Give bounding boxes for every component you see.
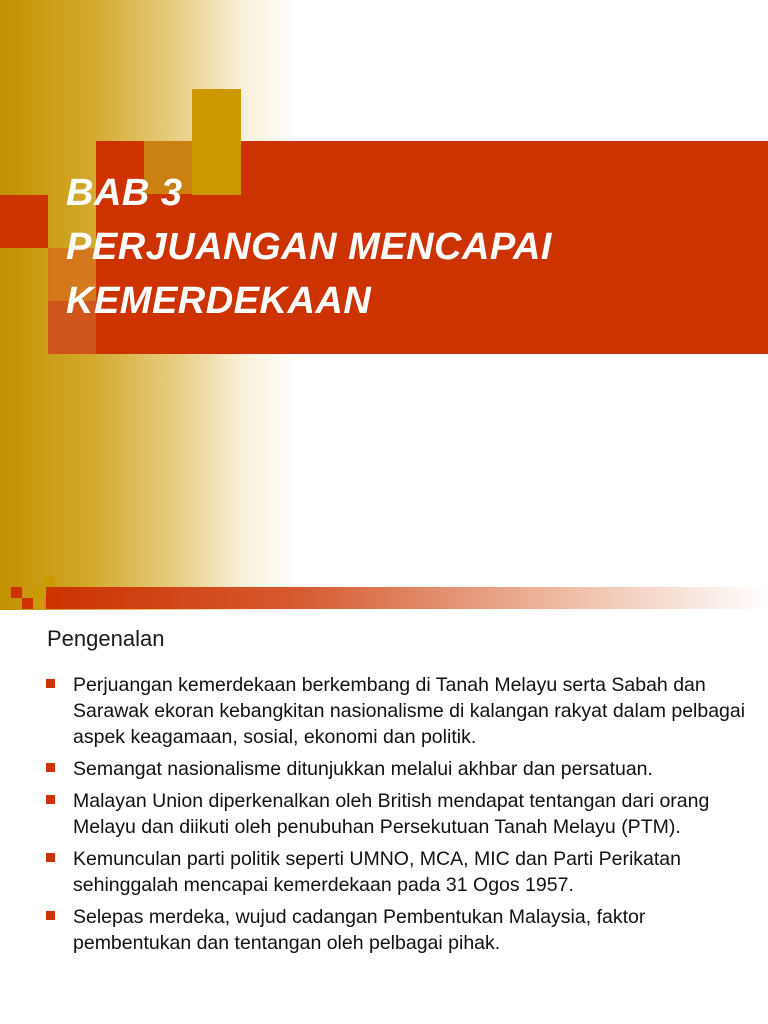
bullet-item [46, 788, 746, 840]
bullet-text: Semangat nasionalisme ditunjukkan melalui akhbar dan persatuan. [73, 758, 653, 780]
square-bullet-icon [46, 911, 55, 920]
decorative-mini-square [33, 587, 44, 598]
title-line-3: KEMERDEKAAN [66, 280, 372, 322]
bullet-item [46, 756, 746, 782]
decorative-square [0, 195, 48, 248]
square-bullet-icon [46, 853, 55, 862]
slide-title [66, 166, 756, 328]
bullet-item [46, 672, 746, 750]
title-line-1: BAB 3 [66, 172, 183, 214]
bullet-text: Perjuangan kemerdekaan berkembang di Tanah Melayu serta Sabah dan Sarawak ekoran kebangkitan nasionalisme di kalangan rakyat dalam pelbagai aspek keagamaan, sosial, ekonomi dan politik. [73, 674, 746, 748]
bullet-text: Selepas merdeka, wujud cadangan Pembentukan Malaysia, faktor pembentukan dan tentangan oleh pelbagai pihak. [73, 906, 646, 954]
title-line-2: PERJUANGAN MENCAPAI [66, 226, 552, 268]
square-bullet-icon [46, 763, 55, 772]
bullet-list [46, 672, 746, 962]
section-heading: Pengenalan [47, 626, 165, 651]
bullet-item [46, 846, 746, 898]
decorative-mini-square [22, 598, 33, 609]
decorative-strip [46, 587, 768, 609]
content-slide [0, 610, 768, 1024]
square-bullet-icon [46, 795, 55, 804]
bullet-text: Malayan Union diperkenalkan oleh British mendapat tentangan dari orang Melayu dan diikuti oleh penubuhan Persekutuan Tanah Melayu (PTM). [73, 790, 710, 838]
decorative-mini-square [44, 576, 55, 587]
decorative-mini-square [11, 587, 22, 598]
square-bullet-icon [46, 679, 55, 688]
bullet-item [46, 904, 746, 956]
bullet-text: Kemunculan parti politik seperti UMNO, MCA, MIC dan Parti Perikatan sehinggalah mencapai kemerdekaan pada 31 Ogos 1957. [73, 848, 681, 896]
